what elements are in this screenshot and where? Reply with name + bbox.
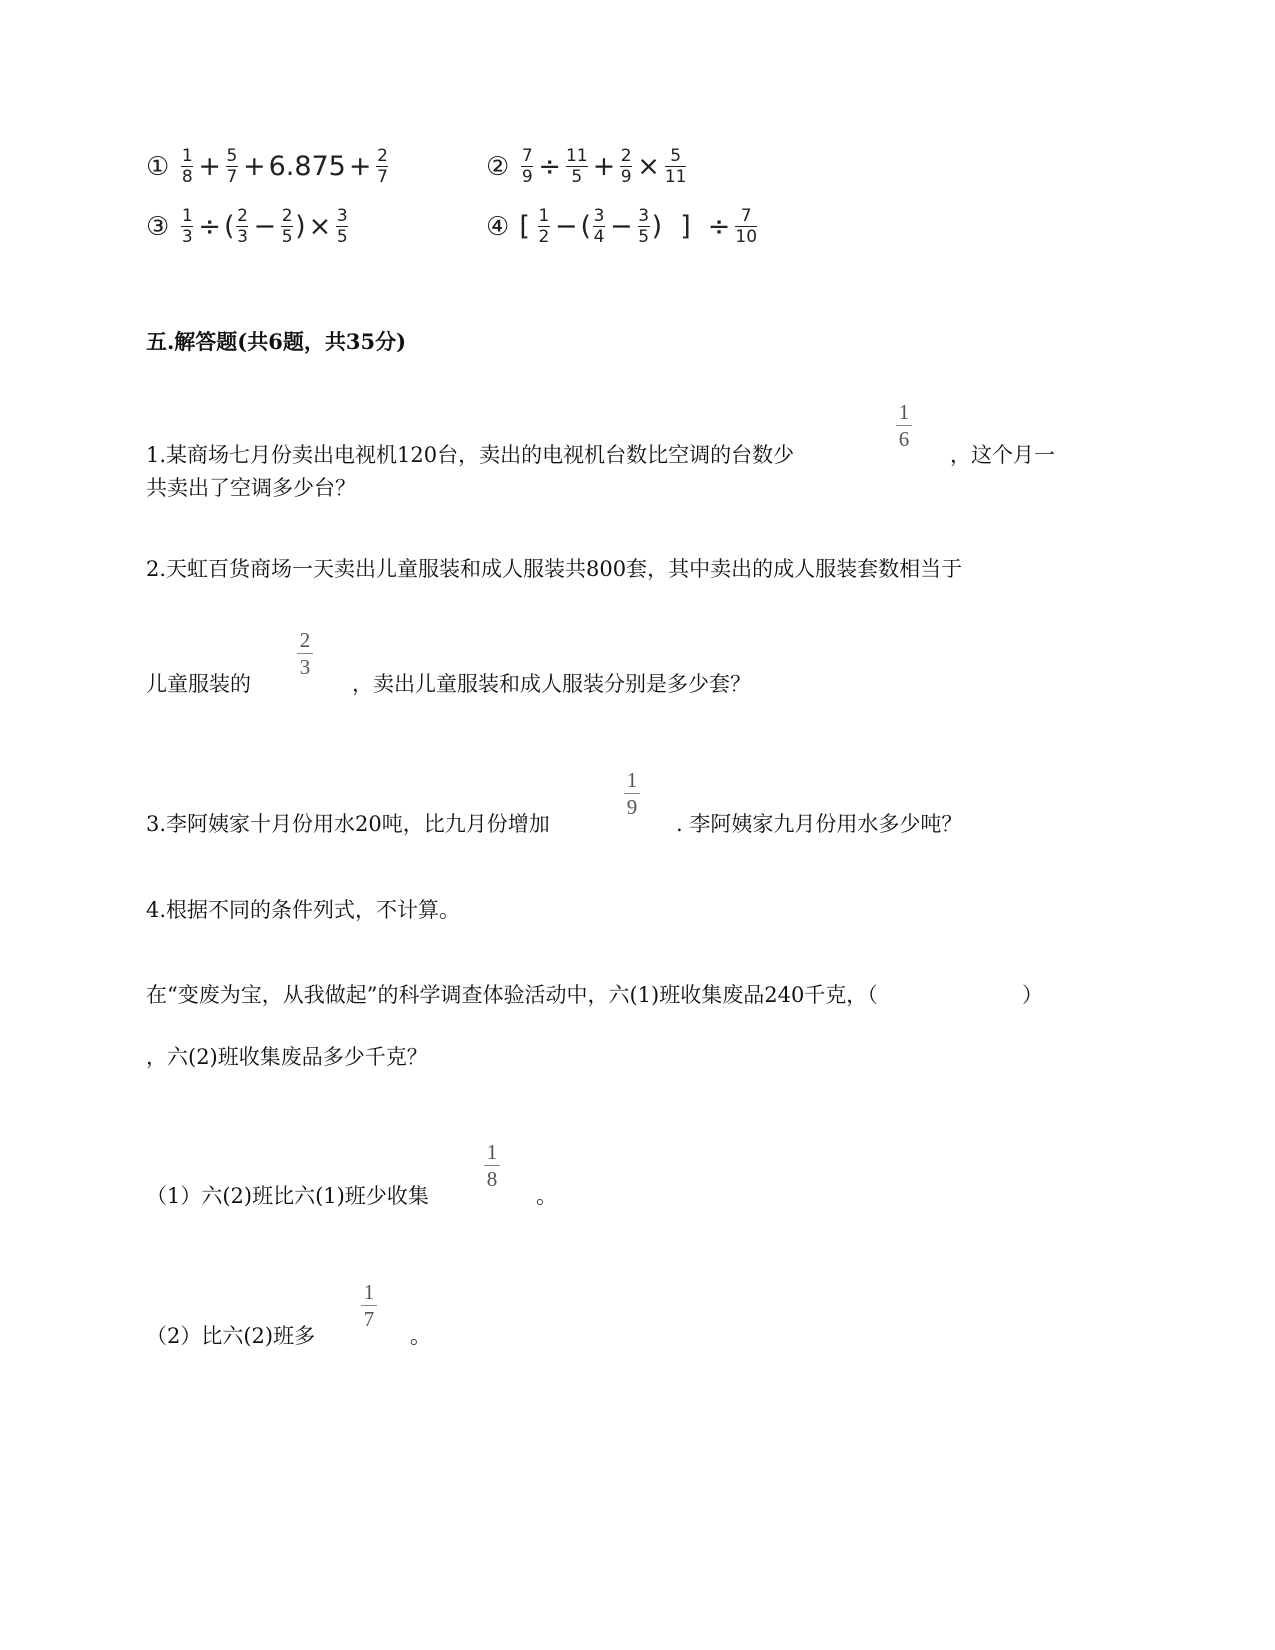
denominator: 7 — [377, 167, 388, 187]
operator: ÷ — [707, 211, 731, 242]
numerator: 1 — [898, 400, 910, 424]
denominator: 3 — [299, 655, 311, 679]
q1-fraction — [896, 400, 912, 451]
expression-2 — [486, 146, 688, 187]
numerator: 3 — [638, 206, 650, 226]
left-paren: ( — [223, 211, 235, 242]
q4-condition-2-fraction — [361, 1280, 377, 1331]
q4-para1-close: ） — [1022, 983, 1043, 1007]
numerator: 1 — [181, 206, 193, 226]
numerator: 5 — [226, 146, 238, 166]
fraction — [566, 146, 588, 187]
fraction — [638, 206, 650, 247]
denominator: 3 — [237, 227, 248, 247]
q4-title: 4.根据不同的条件列式，不计算。 — [146, 898, 461, 922]
circled-number: ① — [146, 151, 170, 182]
q3-fraction — [624, 768, 640, 819]
fraction — [376, 146, 388, 187]
q4-condition-1-end: 。 — [536, 1184, 557, 1208]
fraction — [593, 206, 605, 247]
section-title: 五.解答题(共6题，共35分) — [146, 329, 407, 354]
q3-start: 3.李阿姨家十月份用水20吨，比九月份增加 — [146, 812, 550, 836]
operator: − — [554, 211, 578, 242]
denominator: 7 — [226, 167, 238, 187]
fraction — [236, 206, 248, 247]
denominator: 10 — [735, 227, 758, 247]
numerator: 2 — [620, 146, 632, 166]
denominator: 5 — [281, 227, 293, 247]
numerator: 1 — [363, 1280, 375, 1304]
q4-condition-1-fraction — [484, 1140, 500, 1191]
numerator: 7 — [521, 146, 533, 166]
circled-number: ④ — [486, 211, 510, 242]
q2-line1: 2.天虹百货商场一天卖出儿童服装和成人服装共800套，其中卖出的成人服装套数相当于 — [146, 557, 963, 581]
fraction — [181, 206, 193, 247]
operator: + — [198, 151, 221, 182]
denominator: 9 — [620, 167, 632, 187]
numerator: 1 — [626, 768, 638, 792]
q2-line2-end: ，卖出儿童服装和成人服装分别是多少套？ — [352, 672, 751, 696]
operator: + — [348, 151, 372, 182]
left-paren: ( — [580, 211, 592, 242]
operator: ÷ — [538, 151, 561, 182]
denominator: 8 — [181, 167, 193, 187]
denominator: 4 — [593, 227, 605, 247]
operator: + — [242, 151, 266, 182]
right-paren: ) — [295, 211, 306, 242]
fraction — [226, 146, 238, 187]
expression-1 — [146, 146, 390, 187]
circled-number: ② — [486, 151, 510, 182]
numerator: 2 — [377, 146, 388, 166]
fraction — [735, 206, 757, 247]
expression-4 — [486, 206, 759, 247]
numerator: 5 — [670, 146, 682, 166]
denominator: 8 — [486, 1167, 498, 1191]
numerator: 2 — [237, 206, 248, 226]
denominator: 11 — [664, 167, 687, 187]
decimal-number: 6.875 — [268, 151, 346, 182]
fraction — [181, 146, 193, 187]
numerator: 1 — [538, 206, 550, 226]
numerator: 3 — [593, 206, 605, 226]
numerator: 2 — [299, 628, 311, 652]
denominator: 5 — [638, 227, 650, 247]
q1-line2: 共卖出了空调多少台？ — [146, 476, 356, 500]
q2-line2-start: 儿童服装的 — [146, 672, 251, 696]
fraction — [620, 146, 632, 187]
denominator: 3 — [181, 227, 193, 247]
numerator: 1 — [181, 146, 193, 166]
operator: + — [592, 151, 616, 182]
q3-end: . 李阿姨家九月份用水多少吨？ — [676, 812, 963, 836]
circled-number: ③ — [146, 211, 170, 242]
q4-para2: ，六(2)班收集废品多少千克？ — [146, 1045, 428, 1069]
right-bracket: ] — [680, 211, 691, 242]
fraction — [538, 206, 550, 247]
denominator: 9 — [521, 167, 533, 187]
right-paren: ) — [651, 211, 663, 242]
q4-condition-2: （2）比六(2)班多 — [146, 1324, 316, 1348]
denominator: 7 — [363, 1307, 375, 1331]
operator: − — [610, 211, 633, 242]
q4-condition-2-end: 。 — [410, 1324, 431, 1348]
operator: × — [308, 211, 332, 242]
denominator: 5 — [571, 167, 583, 187]
q2-fraction — [297, 628, 313, 679]
numerator: 1 — [486, 1140, 498, 1164]
operator: × — [637, 151, 660, 182]
q4-condition-1: （1）六(2)班比六(1)班少收集 — [146, 1184, 429, 1208]
fraction — [665, 146, 687, 187]
q4-para1: 在“变废为宝，从我做起”的科学调查体验活动中，六(1)班收集废品240千克，（ — [146, 983, 878, 1007]
numerator: 3 — [336, 206, 348, 226]
operator: − — [253, 211, 277, 242]
numerator: 7 — [740, 206, 752, 226]
denominator: 6 — [898, 427, 910, 451]
numerator: 2 — [281, 206, 293, 226]
numerator: 11 — [565, 146, 588, 166]
denominator: 9 — [626, 795, 638, 819]
operator: ÷ — [198, 211, 221, 242]
expression-3 — [146, 206, 350, 247]
left-bracket: [ — [519, 211, 530, 242]
q1-line1-end: ，这个月一 — [950, 443, 1055, 467]
denominator: 5 — [336, 227, 348, 247]
q1-line1: 1.某商场七月份卖出电视机120台，卖出的电视机台数比空调的台数少 — [146, 443, 795, 467]
denominator: 2 — [538, 227, 550, 247]
fraction — [336, 206, 348, 247]
fraction — [281, 206, 293, 247]
fraction — [521, 146, 533, 187]
